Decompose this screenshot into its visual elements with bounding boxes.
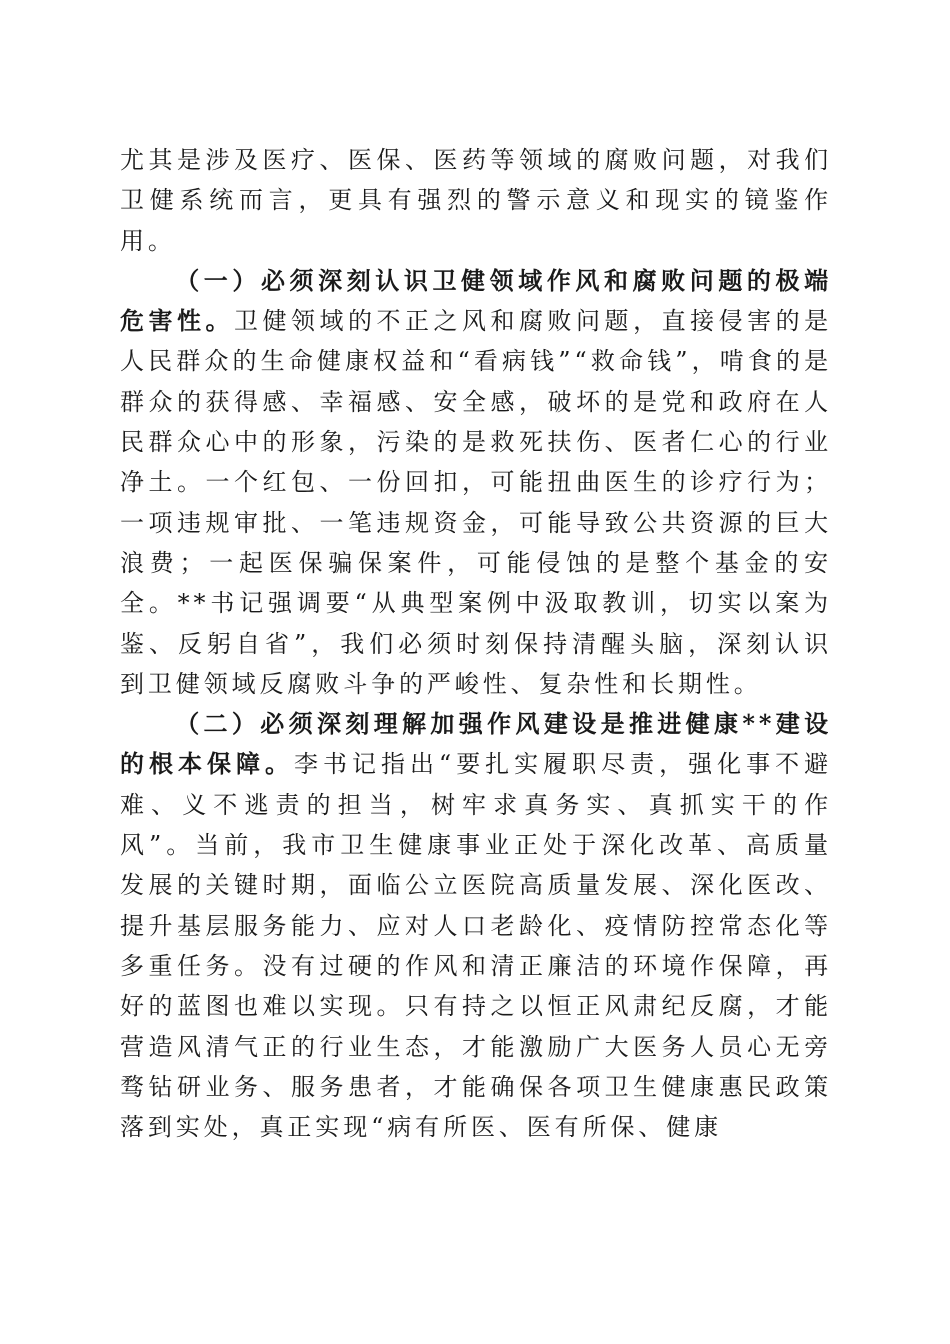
paragraph-section-two xyxy=(120,704,832,1147)
paragraph-continuation xyxy=(120,140,832,261)
paragraph-text: 李书记指出“要扎实履职尽责，强化事不避难、义不逃责的担当，树牢求真务实、真抓实干的作风”。当前，我市卫生健康事业正处于深化改革、高质量发展的关键时期，面临公立医院高质量发展、深化医改、提升基层服务能力、应对人口老龄化、疫情防控常态化等多重任务。没有过硬的作风和清正廉洁的环境作保障，再好的蓝图也难以实现。只有持之以恒正风肃纪反腐，才能营造风清气正的行业生态，才能激励广大医务人员心无旁骛钻研业务、服务患者，才能确保各项卫生健康惠民政策落到实处，真正实现“病有所医、医有所保、健康 xyxy=(120,750,833,1142)
paragraph-section-one xyxy=(120,261,832,704)
section-heading: （二）必须深刻理解加强作风建设是推进健康**建设的根本保障。 xyxy=(120,709,832,779)
paragraph-text: 尤其是涉及医疗、医保、医药等领域的腐败问题，对我们卫健系统而言，更具有强烈的警示意义和现实的镜鉴作用。 xyxy=(120,146,832,255)
document-page xyxy=(120,140,832,1147)
section-heading: （一）必须深刻认识卫健领域作风和腐败问题的极端危害性。 xyxy=(120,265,832,336)
paragraph-text: 卫健领域的不正之风和腐败问题，直接侵害的是人民群众的生命健康权益和“看病钱”“救命钱”，啃食的是群众的获得感、幸福感、安全感，破坏的是党和政府在人民群众心中的形象，污染的是救死扶伤、医者仁心的行业净土。一个红包、一份回扣，可能扭曲医生的诊疗行为；一项违规审批、一笔违规资金，可能导致公共资源的巨大浪费；一起医保骗保案件，可能侵蚀的是整个基金的安全。**书记强调要“从典型案例中汲取教训，切实以案为鉴、反躬自省”，我们必须时刻保持清醒头脑，深刻认识到卫健领域反腐败斗争的严峻性、复杂性和长期性。 xyxy=(120,307,832,698)
